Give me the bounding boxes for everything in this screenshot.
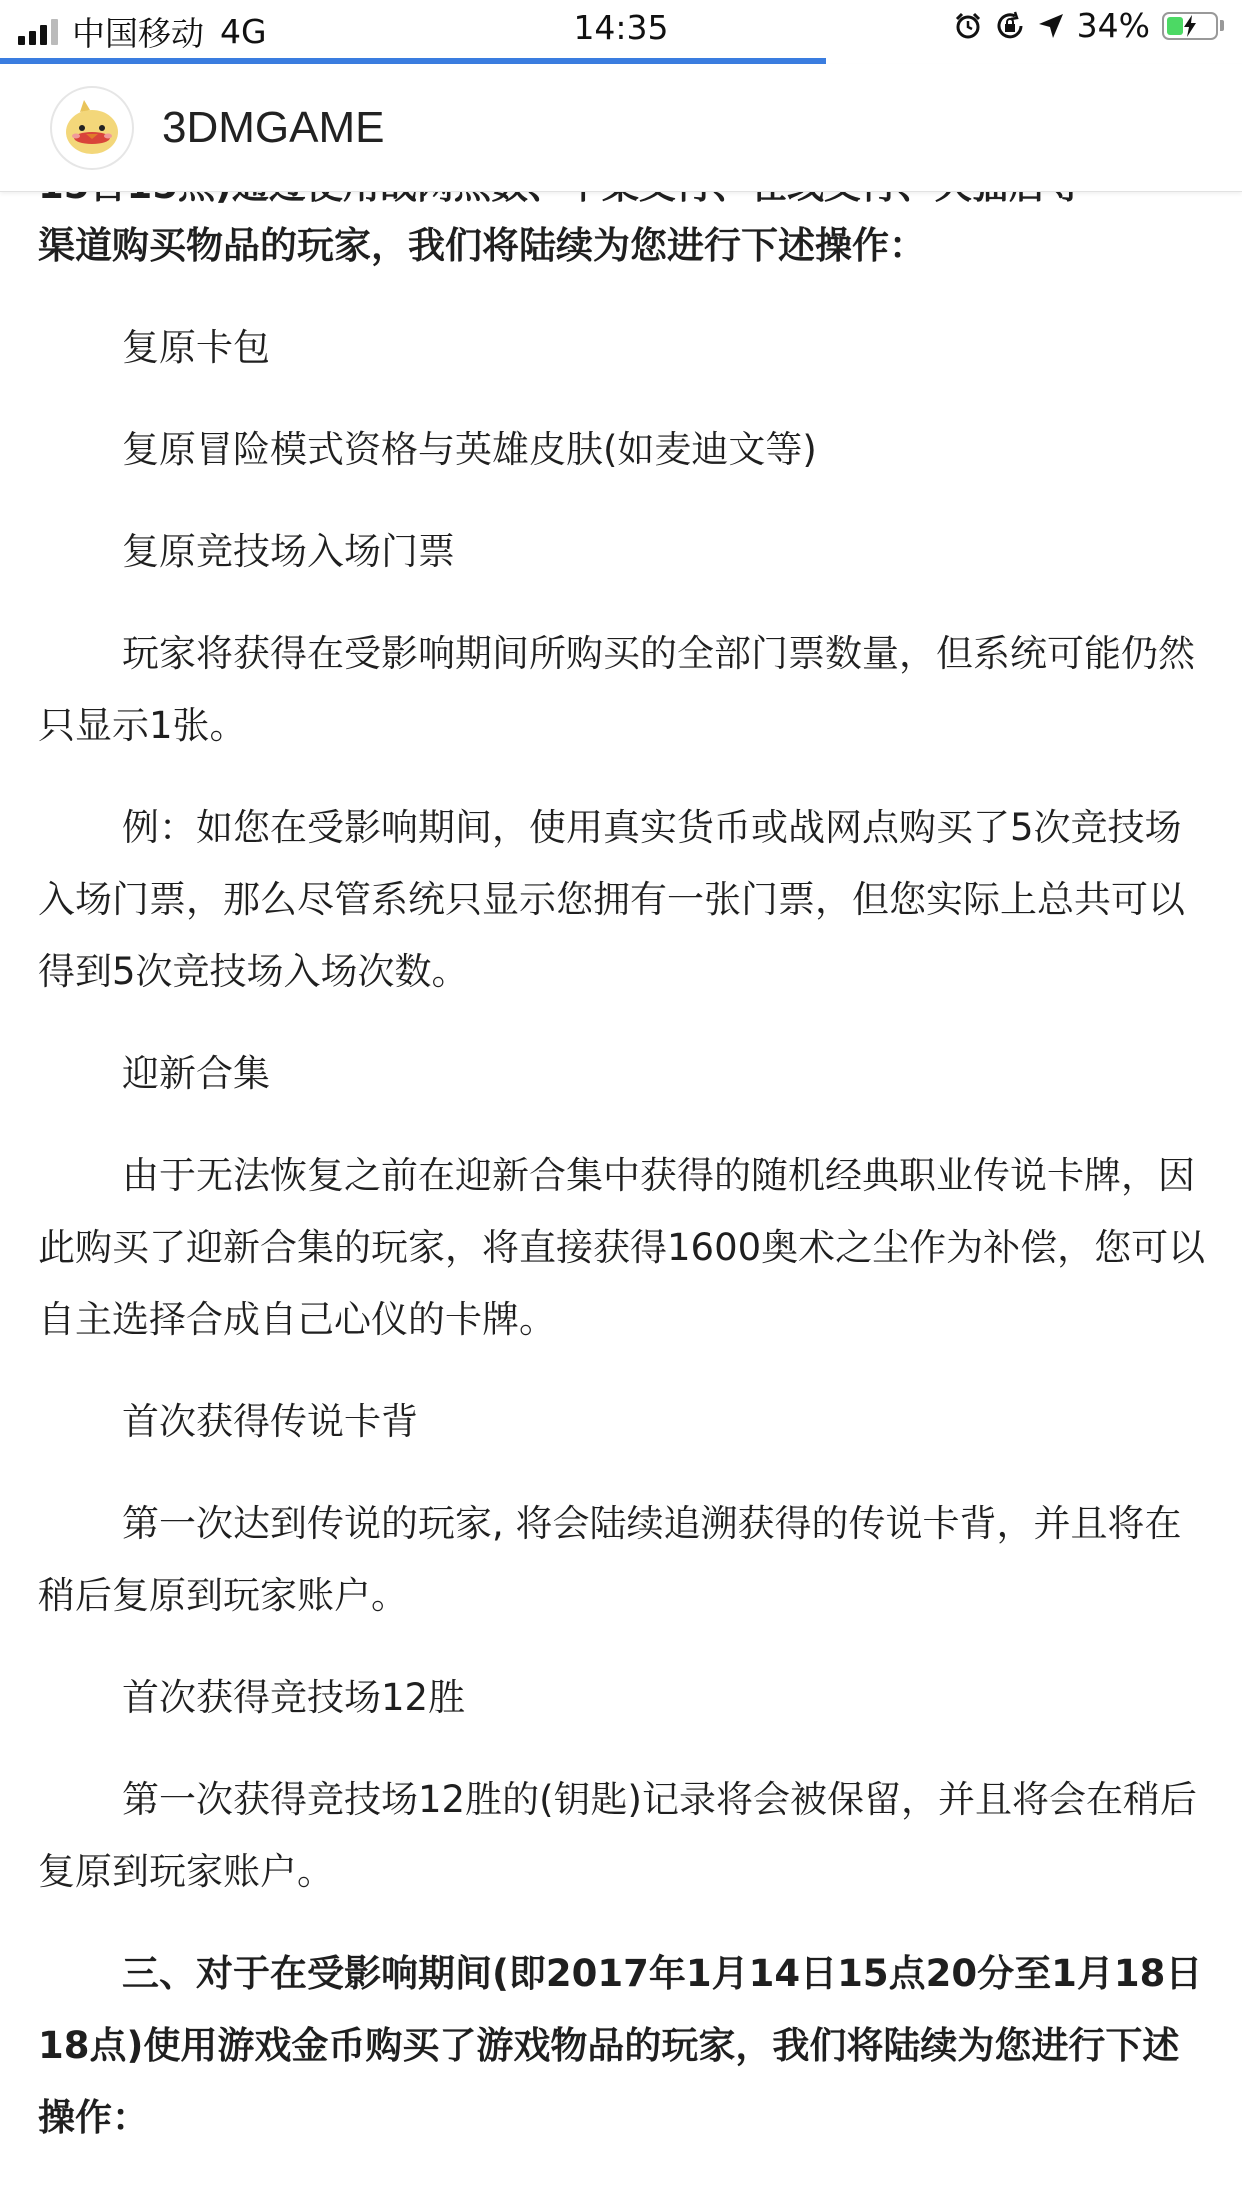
- article-paragraph: 复原卡包: [122, 326, 270, 369]
- article-paragraph: 首次获得传说卡背: [122, 1400, 418, 1443]
- battery-charging-icon: [1162, 12, 1224, 40]
- network-type: 4G: [220, 12, 267, 51]
- article-body: [38, 192, 1208, 2184]
- article-paragraph: 第一次获得竞技场12胜的(钥匙)记录将会被保留，并且将会在稍后复原到玩家账户。: [38, 1778, 1197, 1893]
- article-paragraph: 由于无法恢复之前在迎新合集中获得的随机经典职业传说卡牌，因此购买了迎新合集的玩家，将直接获得1600奥术之尘作为补偿，您可以自主选择合成自己心仪的卡牌。: [38, 1154, 1206, 1341]
- chick-mascot-icon[interactable]: [50, 86, 134, 170]
- article-paragraph: 玩家将获得在受影响期间所购买的全部门票数量，但系统可能仍然只显示1张。: [38, 632, 1195, 747]
- status-right: [953, 6, 1224, 45]
- status-time: 14:35: [573, 8, 669, 47]
- article-paragraph: 复原冒险模式资格与英雄皮肤(如麦迪文等): [122, 428, 817, 471]
- site-name[interactable]: 3DMGAME: [162, 102, 385, 152]
- article-intro: 渠道购买物品的玩家，我们将陆续为您进行下述操作：: [38, 224, 926, 267]
- status-bar: [0, 0, 1242, 58]
- article-paragraph: 复原竞技场入场门票: [122, 530, 455, 573]
- battery-percent: 34%: [1076, 6, 1150, 45]
- article-paragraph: 第一次达到传说的玩家, 将会陆续追溯获得的传说卡背，并且将在稍后复原到玩家账户。: [38, 1502, 1182, 1617]
- article-paragraph: 首次获得竞技场12胜: [122, 1676, 466, 1719]
- article-paragraph: 迎新合集: [122, 1052, 270, 1095]
- alarm-icon: [953, 11, 983, 41]
- article-cut-line: [38, 192, 1208, 216]
- carrier-name: 中国移动: [72, 14, 204, 53]
- location-arrow-icon: [1037, 12, 1065, 40]
- app-header: [0, 64, 1242, 192]
- rotation-lock-icon: [995, 11, 1025, 41]
- article-paragraph: 例：如您在受影响期间，使用真实货币或战网点购买了5次竞技场入场门票，那么尽管系统只显示您拥有一张门票，但您实际上总共可以得到5次竞技场入场次数。: [38, 806, 1185, 993]
- article-section-three: 三、对于在受影响期间(即2017年1月14日15点20分至1月18日18点)使用游戏金币购买了游戏物品的玩家，我们将陆续为您进行下述操作：: [38, 1952, 1203, 2139]
- battery-level: [1167, 17, 1183, 35]
